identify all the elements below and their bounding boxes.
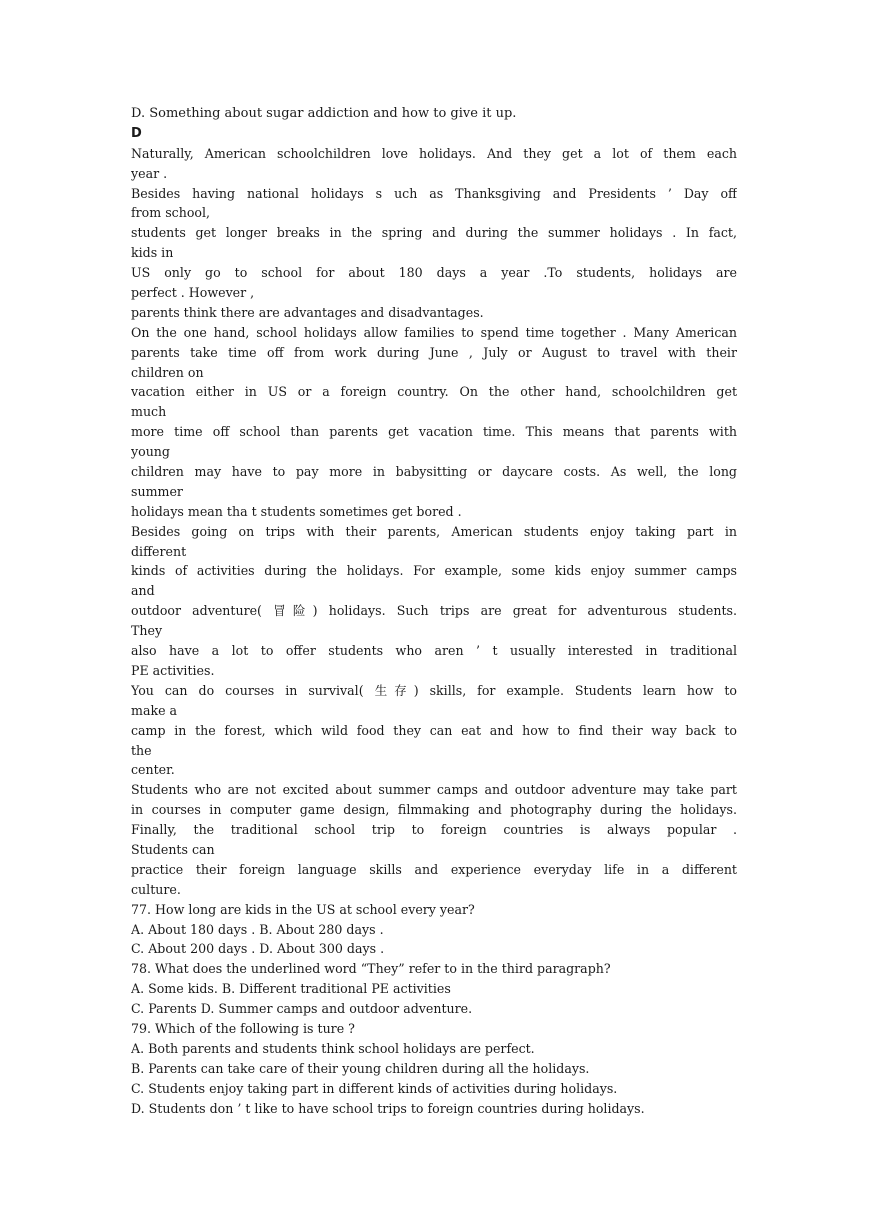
- question-stem: 77. How long are kids in the US at school every year?: [131, 901, 475, 917]
- passage-line: summer: [131, 483, 183, 499]
- answer-options: A. Both parents and students think school holidays are perfect.: [131, 1040, 535, 1056]
- passage-line: You can do courses in survival( 生存) skills, for example. Students learn how to: [131, 682, 737, 698]
- passage-line: and: [131, 583, 155, 599]
- answer-options: C. Students enjoy taking part in different kinds of activities during holidays.: [131, 1080, 618, 1096]
- passage-line: students get longer breaks in the spring and during the summer holidays . In fact,: [131, 225, 737, 241]
- passage-line: They: [131, 623, 163, 639]
- passage-line: culture.: [131, 881, 181, 897]
- passage-line: kinds of activities during the holidays. For example, some kids enjoy summer camps: [131, 563, 737, 579]
- question-stem: 78. What does the underlined word “They” refer to in the third paragraph?: [131, 961, 611, 977]
- answer-options: C. About 200 days . D. About 300 days .: [131, 941, 385, 957]
- passage-line: camp in the forest, which wild food they can eat and how to find their way back to: [131, 722, 737, 738]
- passage-line: children may have to pay more in babysitting or daycare costs. As well, the long: [131, 464, 737, 480]
- passage-line: holidays mean tha t students sometimes get bored .: [131, 503, 462, 519]
- section-label: D: [131, 125, 142, 141]
- answer-options: C. Parents D. Summer camps and outdoor adventure.: [131, 1001, 473, 1017]
- question-stem: 79. Which of the following is ture ?: [131, 1020, 355, 1036]
- answer-options: B. Parents can take care of their young children during all the holidays.: [131, 1060, 590, 1076]
- answer-options: A. Some kids. B. Different traditional PE activities: [131, 981, 451, 997]
- passage-line: vacation either in US or a foreign country. On the other hand, schoolchildren get: [131, 384, 737, 400]
- passage-line: US only go to school for about 180 days a year .To students, holidays are: [131, 265, 737, 281]
- passage-line: On the one hand, school holidays allow families to spend time together . Many American: [131, 324, 737, 340]
- passage-line: perfect . However ,: [131, 285, 255, 301]
- passage-line: parents take time off from work during June , July or August to travel with their: [131, 344, 737, 360]
- document-page: [131, 104, 737, 1118]
- passage-line: kids in: [131, 245, 174, 261]
- reading-passage: [131, 144, 737, 900]
- passage-line: much: [131, 404, 167, 420]
- passage-line: also have a lot to offer students who aren ’ t usually interested in traditional: [131, 643, 737, 659]
- passage-line: in courses in computer game design, filmmaking and photography during the holidays.: [131, 802, 737, 818]
- passage-line: the: [131, 742, 152, 758]
- passage-line: Besides going on trips with their parents, American students enjoy taking part in: [131, 523, 737, 539]
- passage-line: practice their foreign language skills and experience everyday life in a different: [131, 861, 737, 877]
- passage-line: Naturally, American schoolchildren love holidays. And they get a lot of them each: [131, 145, 737, 161]
- question-list: [131, 900, 737, 1119]
- passage-line: different: [131, 543, 187, 559]
- passage-line: Students can: [131, 841, 215, 857]
- previous-question-option: D. Something about sugar addiction and how to give it up.: [131, 106, 517, 121]
- passage-line: from school,: [131, 205, 211, 221]
- passage-line: Besides having national holidays s uch as Thanksgiving and Presidents ’ Day off: [131, 185, 737, 201]
- passage-line: outdoor adventure( 冒险) holidays. Such trips are great for adventurous students.: [131, 603, 737, 619]
- passage-line: young: [131, 444, 170, 460]
- passage-line: children on: [131, 364, 204, 380]
- passage-line: Students who are not excited about summer camps and outdoor adventure may take part: [131, 782, 737, 798]
- passage-line: more time off school than parents get vacation time. This means that parents with: [131, 424, 737, 440]
- passage-line: year .: [131, 165, 168, 181]
- passage-line: parents think there are advantages and disadvantages.: [131, 304, 484, 320]
- passage-line: make a: [131, 702, 178, 718]
- answer-options: D. Students don ’ t like to have school trips to foreign countries during holidays.: [131, 1100, 645, 1116]
- answer-options: A. About 180 days . B. About 280 days .: [131, 921, 384, 937]
- passage-line: PE activities.: [131, 662, 215, 678]
- passage-line: center.: [131, 762, 175, 778]
- passage-line: Finally, the traditional school trip to foreign countries is always popular .: [131, 822, 737, 838]
